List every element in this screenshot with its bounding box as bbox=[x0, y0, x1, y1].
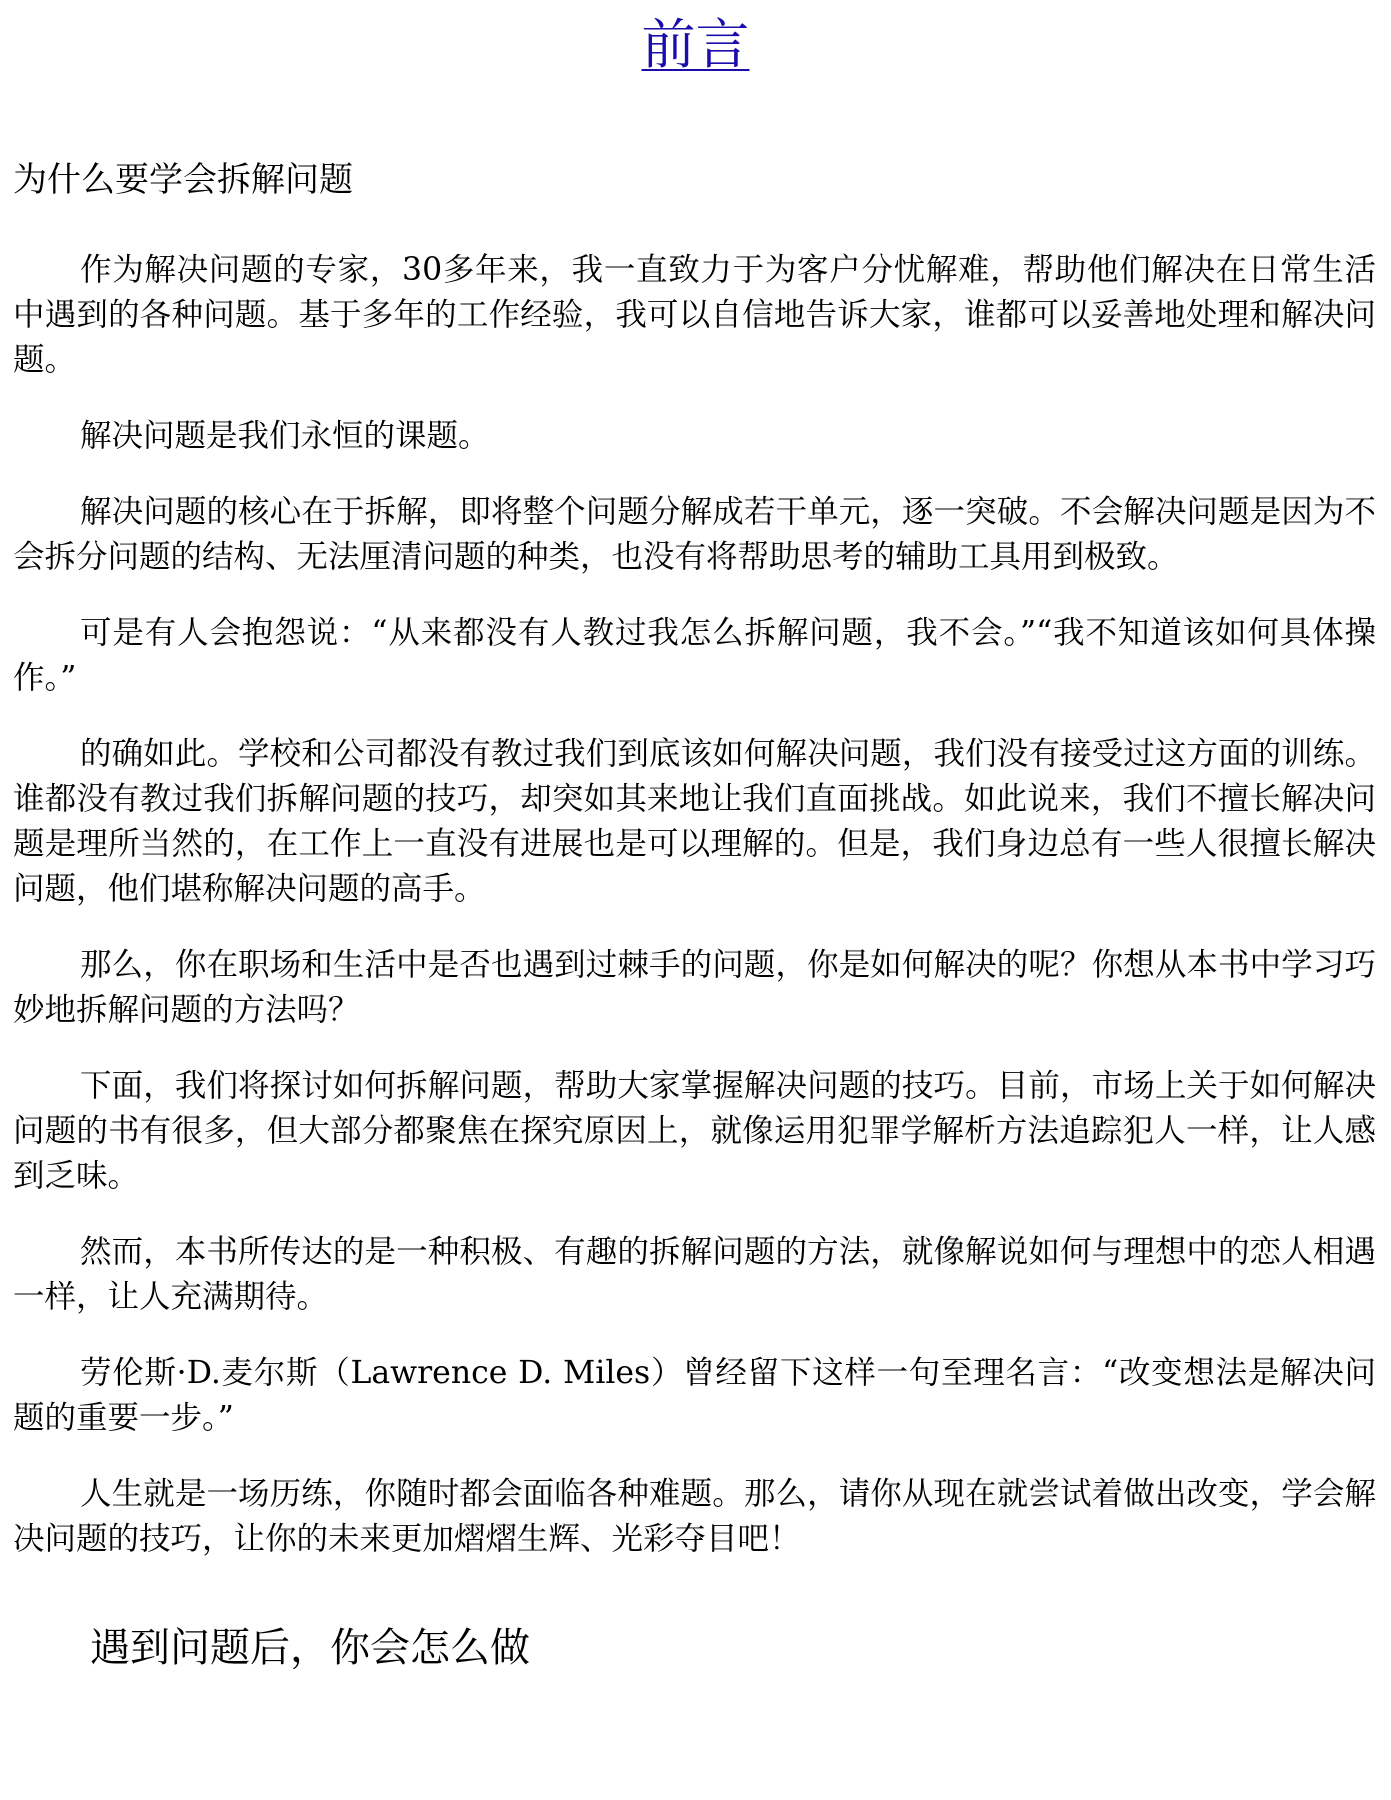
title-container bbox=[0, 10, 1391, 80]
paragraph: 下面，我们将探讨如何拆解问题，帮助大家掌握解决问题的技巧。目前，市场上关于如何解决问题的书有很多，但大部分都聚焦在探究原因上，就像运用犯罪学解析方法追踪犯人一样，让人感到乏味。 bbox=[13, 1068, 1376, 1194]
paragraph: 那么，你在职场和生活中是否也遇到过棘手的问题，你是如何解决的呢？你想从本书中学习巧妙地拆解问题的方法吗？ bbox=[13, 947, 1376, 1028]
paragraph: 解决问题的核心在于拆解，即将整个问题分解成若干单元，逐一突破。不会解决问题是因为不会拆分问题的结构、无法厘清问题的种类，也没有将帮助思考的辅助工具用到极致。 bbox=[13, 494, 1376, 575]
body-text bbox=[13, 248, 1376, 1593]
paragraph: 的确如此。学校和公司都没有教过我们到底该如何解决问题，我们没有接受过这方面的训练。谁都没有教过我们拆解问题的技巧，却突如其来地让我们直面挑战。如此说来，我们不擅长解决问题是理所当然的，在工作上一直没有进展也是可以理解的。但是，我们身边总有一些人很擅长解决问题，他们堪称解决问题的高手。 bbox=[13, 736, 1376, 907]
paragraph: 人生就是一场历练，你随时都会面临各种难题。那么，请你从现在就尝试着做出改变，学会解决问题的技巧，让你的未来更加熠熠生辉、光彩夺目吧！ bbox=[13, 1476, 1376, 1557]
paragraph: 作为解决问题的专家，30多年来，我一直致力于为客户分忧解难，帮助他们解决在日常生活中遇到的各种问题。基于多年的工作经验，我可以自信地告诉大家，谁都可以妥善地处理和解决问题。 bbox=[13, 252, 1376, 378]
paragraph: 劳伦斯·D.麦尔斯（Lawrence D. Miles）曾经留下这样一句至理名言：“改变想法是解决问题的重要一步。” bbox=[13, 1355, 1376, 1436]
section-subtitle: 为什么要学会拆解问题 bbox=[13, 160, 353, 200]
paragraph: 可是有人会抱怨说：“从来都没有人教过我怎么拆解问题，我不会。”“我不知道该如何具体操作。” bbox=[13, 615, 1376, 696]
page-title-link[interactable]: 前言 bbox=[641, 13, 750, 76]
next-section-heading: 遇到问题后，你会怎么做 bbox=[90, 1625, 530, 1671]
paragraph: 然而，本书所传达的是一种积极、有趣的拆解问题的方法，就像解说如何与理想中的恋人相遇一样，让人充满期待。 bbox=[13, 1234, 1376, 1315]
paragraph: 解决问题是我们永恒的课题。 bbox=[80, 418, 490, 454]
